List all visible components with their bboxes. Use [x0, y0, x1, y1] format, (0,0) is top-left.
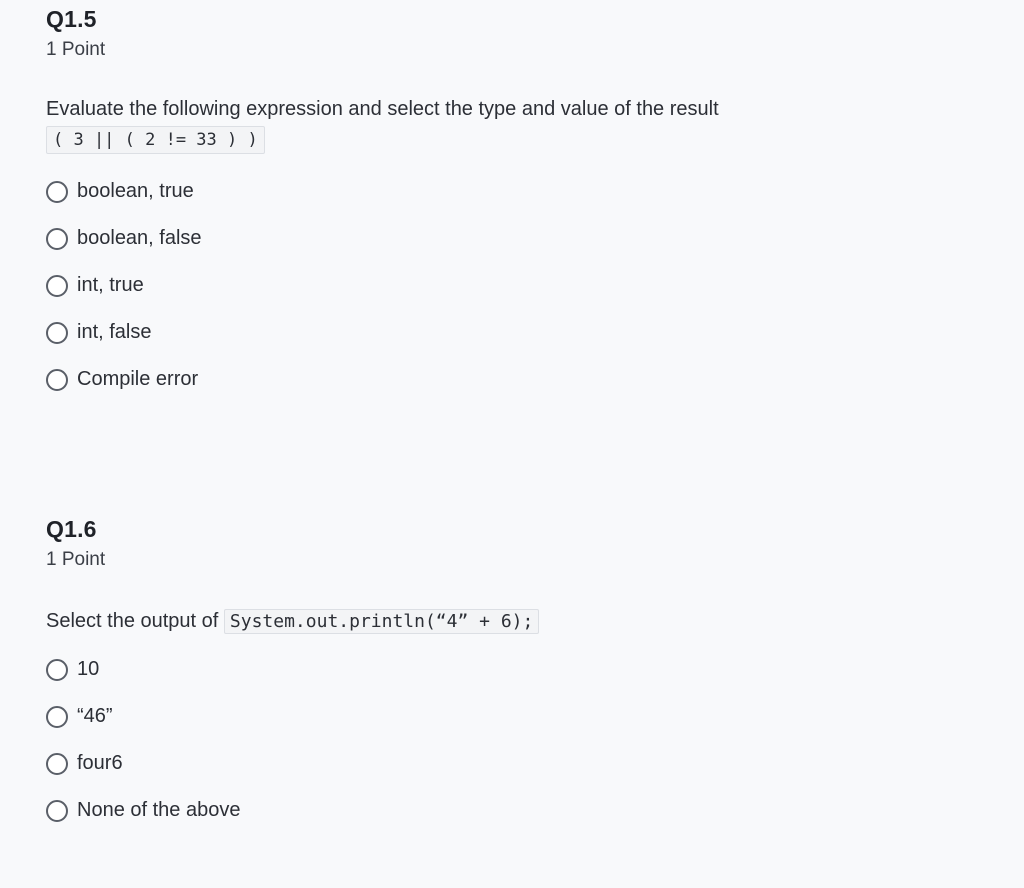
option-label: four6 [77, 752, 123, 774]
question-prompt: Evaluate the following expression and select the type and value of the result [46, 98, 719, 120]
question-title: Q1.5 [46, 6, 97, 32]
option-label: int, false [77, 321, 152, 343]
option-label: “46” [77, 705, 113, 727]
option-label: None of the above [77, 799, 241, 821]
radio-button-icon[interactable] [46, 322, 68, 344]
question-points: 1 Point [46, 549, 106, 570]
code-statement: System.out.println(“4” + 6); [224, 609, 539, 634]
answer-option-10[interactable] [46, 646, 986, 693]
radio-button-icon[interactable] [46, 181, 68, 203]
question-title: Q1.6 [46, 516, 97, 542]
answer-option-compile-error[interactable] [46, 356, 986, 403]
answer-option-boolean-false[interactable] [46, 215, 986, 262]
radio-button-icon[interactable] [46, 706, 68, 728]
option-label: int, true [77, 274, 144, 296]
radio-button-icon[interactable] [46, 369, 68, 391]
question-q1-5 [46, 4, 986, 403]
question-prompt [46, 607, 986, 636]
radio-button-icon[interactable] [46, 275, 68, 297]
option-label: Compile error [77, 368, 199, 390]
answer-options [46, 168, 986, 403]
question-points: 1 Point [46, 39, 106, 60]
answer-options [46, 646, 986, 834]
radio-button-icon[interactable] [46, 753, 68, 775]
answer-option-int-true[interactable] [46, 262, 986, 309]
option-label: boolean, false [77, 227, 202, 249]
answer-option-boolean-true[interactable] [46, 168, 986, 215]
code-expression: ( 3 || ( 2 != 33 ) ) [46, 126, 265, 154]
answer-option-four6[interactable] [46, 740, 986, 787]
answer-option-46-string[interactable] [46, 693, 986, 740]
answer-option-int-false[interactable] [46, 309, 986, 356]
radio-button-icon[interactable] [46, 228, 68, 250]
radio-button-icon[interactable] [46, 800, 68, 822]
question-q1-6 [46, 514, 986, 834]
prompt-text: Select the output of [46, 610, 224, 632]
option-label: 10 [77, 658, 100, 680]
option-label: boolean, true [77, 180, 194, 202]
radio-button-icon[interactable] [46, 659, 68, 681]
answer-option-none-of-the-above[interactable] [46, 787, 986, 834]
